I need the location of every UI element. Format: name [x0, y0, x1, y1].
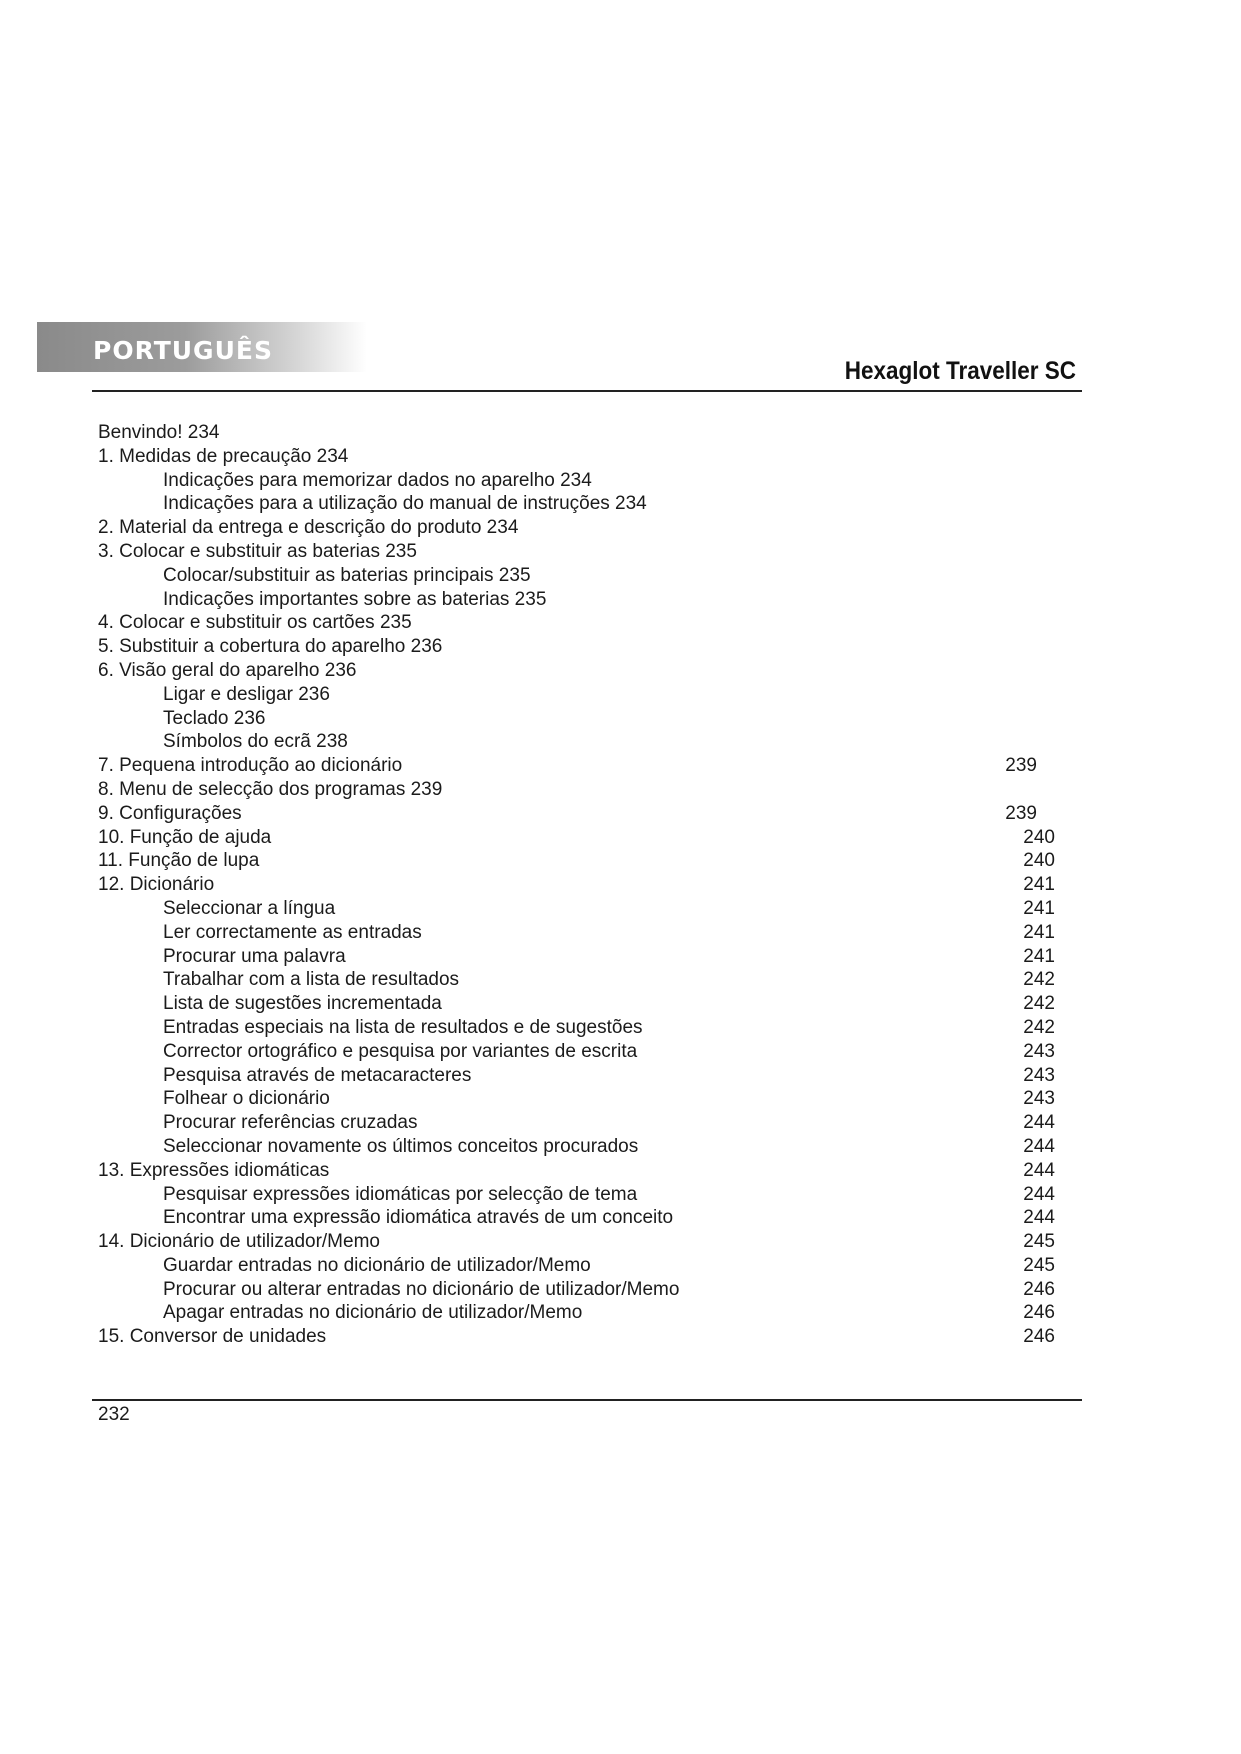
toc-entry [0, 611, 1241, 635]
toc-entry [0, 1183, 1241, 1207]
toc-entry-title: Encontrar uma expressão idiomática através de um conceito [163, 1207, 674, 1229]
toc-entry [0, 588, 1241, 612]
toc-entry-title: Pesquisa através de metacaracteres [163, 1064, 472, 1086]
toc-entry-page: 244 [1023, 1159, 1055, 1181]
toc-entry-page: 246 [1023, 1326, 1055, 1348]
toc-entry [0, 1278, 1241, 1302]
toc-entry [0, 992, 1241, 1016]
toc-entry-title: Entradas especiais na lista de resultados e de sugestões [163, 1016, 643, 1038]
toc-entry-title: Pesquisar expressões idiomáticas por selecção de tema [163, 1183, 638, 1205]
toc-entry [0, 897, 1241, 921]
toc-entry [0, 1111, 1241, 1135]
toc-entry-page: 244 [1023, 1207, 1055, 1229]
toc-entry [0, 1087, 1241, 1111]
toc-entry [0, 635, 1241, 659]
toc-entry [0, 1325, 1241, 1349]
toc-entry-title: Procurar ou alterar entradas no dicionário de utilizador/Memo [163, 1278, 680, 1300]
toc-entry-title: 9. Configurações [98, 802, 242, 824]
toc-entry [0, 1206, 1241, 1230]
toc-entry-title: 13. Expressões idiomáticas [98, 1159, 330, 1181]
toc-entry-title: 8. Menu de selecção dos programas 239 [98, 778, 443, 800]
toc-entry-page: 243 [1023, 1064, 1055, 1086]
toc-entry [0, 730, 1241, 754]
toc-entry [0, 1159, 1241, 1183]
toc-entry [0, 1016, 1241, 1040]
toc-entry-title: Apagar entradas no dicionário de utilizador/Memo [163, 1302, 583, 1324]
toc-entry-page: 240 [1023, 850, 1055, 872]
toc-entry [0, 492, 1241, 516]
toc-entry-title: Indicações importantes sobre as baterias 235 [163, 588, 547, 610]
toc-entry [0, 826, 1241, 850]
toc-entry-title: Guardar entradas no dicionário de utilizador/Memo [163, 1254, 591, 1276]
toc-entry-title: Colocar/substituir as baterias principais 235 [163, 564, 531, 586]
toc-entry-title: 4. Colocar e substituir os cartões 235 [98, 612, 412, 634]
footer-rule [92, 1399, 1082, 1401]
toc-entry [0, 683, 1241, 707]
toc-entry-title: Indicações para a utilização do manual de instruções 234 [163, 493, 647, 515]
toc-entry-title: Indicações para memorizar dados no aparelho 234 [163, 469, 592, 491]
toc-entry [0, 778, 1241, 802]
toc-entry [0, 1064, 1241, 1088]
toc-entry [0, 421, 1241, 445]
toc-entry-title: Lista de sugestões incrementada [163, 993, 442, 1015]
toc-entry-title: Teclado 236 [163, 707, 266, 729]
table-of-contents [0, 421, 1241, 1349]
toc-entry [0, 516, 1241, 540]
toc-entry-page: 246 [1023, 1302, 1055, 1324]
toc-entry [0, 921, 1241, 945]
toc-entry-page: 239 [1005, 802, 1037, 824]
toc-entry-title: 12. Dicionário [98, 874, 215, 896]
header-rule [92, 390, 1082, 392]
toc-entry-title: Seleccionar a língua [163, 897, 336, 919]
toc-entry-title: 6. Visão geral do aparelho 236 [98, 659, 357, 681]
toc-entry [0, 469, 1241, 493]
toc-entry-page: 244 [1023, 1112, 1055, 1134]
toc-entry [0, 968, 1241, 992]
toc-entry-title: Símbolos do ecrã 238 [163, 731, 348, 753]
toc-entry-title: Procurar referências cruzadas [163, 1112, 418, 1134]
toc-entry [0, 945, 1241, 969]
toc-entry-page: 241 [1023, 874, 1055, 896]
toc-entry-title: 15. Conversor de unidades [98, 1326, 327, 1348]
toc-entry [0, 849, 1241, 873]
toc-entry-title: 2. Material da entrega e descrição do produto 234 [98, 517, 519, 539]
toc-entry [0, 1230, 1241, 1254]
toc-entry-title: Procurar uma palavra [163, 945, 346, 967]
toc-entry [0, 754, 1241, 778]
toc-entry-page: 242 [1023, 993, 1055, 1015]
toc-entry-title: Benvindo! 234 [98, 422, 220, 443]
toc-entry-title: 1. Medidas de precaução 234 [98, 445, 349, 467]
toc-entry-title: 3. Colocar e substituir as baterias 235 [98, 540, 417, 562]
toc-entry-page: 246 [1023, 1278, 1055, 1300]
toc-entry-title: Folhear o dicionário [163, 1088, 330, 1110]
toc-entry [0, 659, 1241, 683]
toc-entry-page: 241 [1023, 945, 1055, 967]
language-banner [37, 322, 367, 372]
toc-entry-page: 244 [1023, 1135, 1055, 1157]
toc-entry [0, 873, 1241, 897]
toc-entry [0, 802, 1241, 826]
toc-entry [0, 1135, 1241, 1159]
toc-entry-page: 243 [1023, 1088, 1055, 1110]
toc-entry-page: 244 [1023, 1183, 1055, 1205]
toc-entry-title: Ligar e desligar 236 [163, 683, 330, 705]
toc-entry-title: Corrector ortográfico e pesquisa por variantes de escrita [163, 1040, 638, 1062]
toc-entry-page: 241 [1023, 897, 1055, 919]
toc-entry [0, 1040, 1241, 1064]
toc-entry [0, 1254, 1241, 1278]
toc-entry [0, 540, 1241, 564]
toc-entry-page: 239 [1005, 755, 1037, 777]
toc-entry-page: 242 [1023, 969, 1055, 991]
toc-entry-title: 7. Pequena introdução ao dicionário [98, 755, 403, 777]
toc-entry-title: Seleccionar novamente os últimos conceitos procurados [163, 1135, 639, 1157]
toc-entry-title: 11. Função de lupa [98, 850, 260, 872]
toc-entry [0, 707, 1241, 731]
document-title: Hexaglot Traveller SC [844, 357, 1076, 385]
toc-entry [0, 1301, 1241, 1325]
toc-entry-page: 242 [1023, 1016, 1055, 1038]
toc-entry-page: 241 [1023, 921, 1055, 943]
toc-entry-title: 5. Substituir a cobertura do aparelho 236 [98, 636, 443, 658]
toc-entry-title: Trabalhar com a lista de resultados [163, 969, 460, 991]
toc-entry [0, 564, 1241, 588]
toc-entry-title: Ler correctamente as entradas [163, 921, 422, 943]
toc-entry-page: 243 [1023, 1040, 1055, 1062]
toc-entry-page: 245 [1023, 1231, 1055, 1253]
toc-entry-page: 245 [1023, 1254, 1055, 1276]
toc-entry [0, 445, 1241, 469]
page-number: 232 [98, 1404, 130, 1425]
toc-entry-page: 240 [1023, 826, 1055, 848]
toc-entry-title: 14. Dicionário de utilizador/Memo [98, 1231, 380, 1253]
language-label: PORTUGUÊS [93, 336, 273, 365]
toc-entry-title: 10. Função de ajuda [98, 826, 272, 848]
